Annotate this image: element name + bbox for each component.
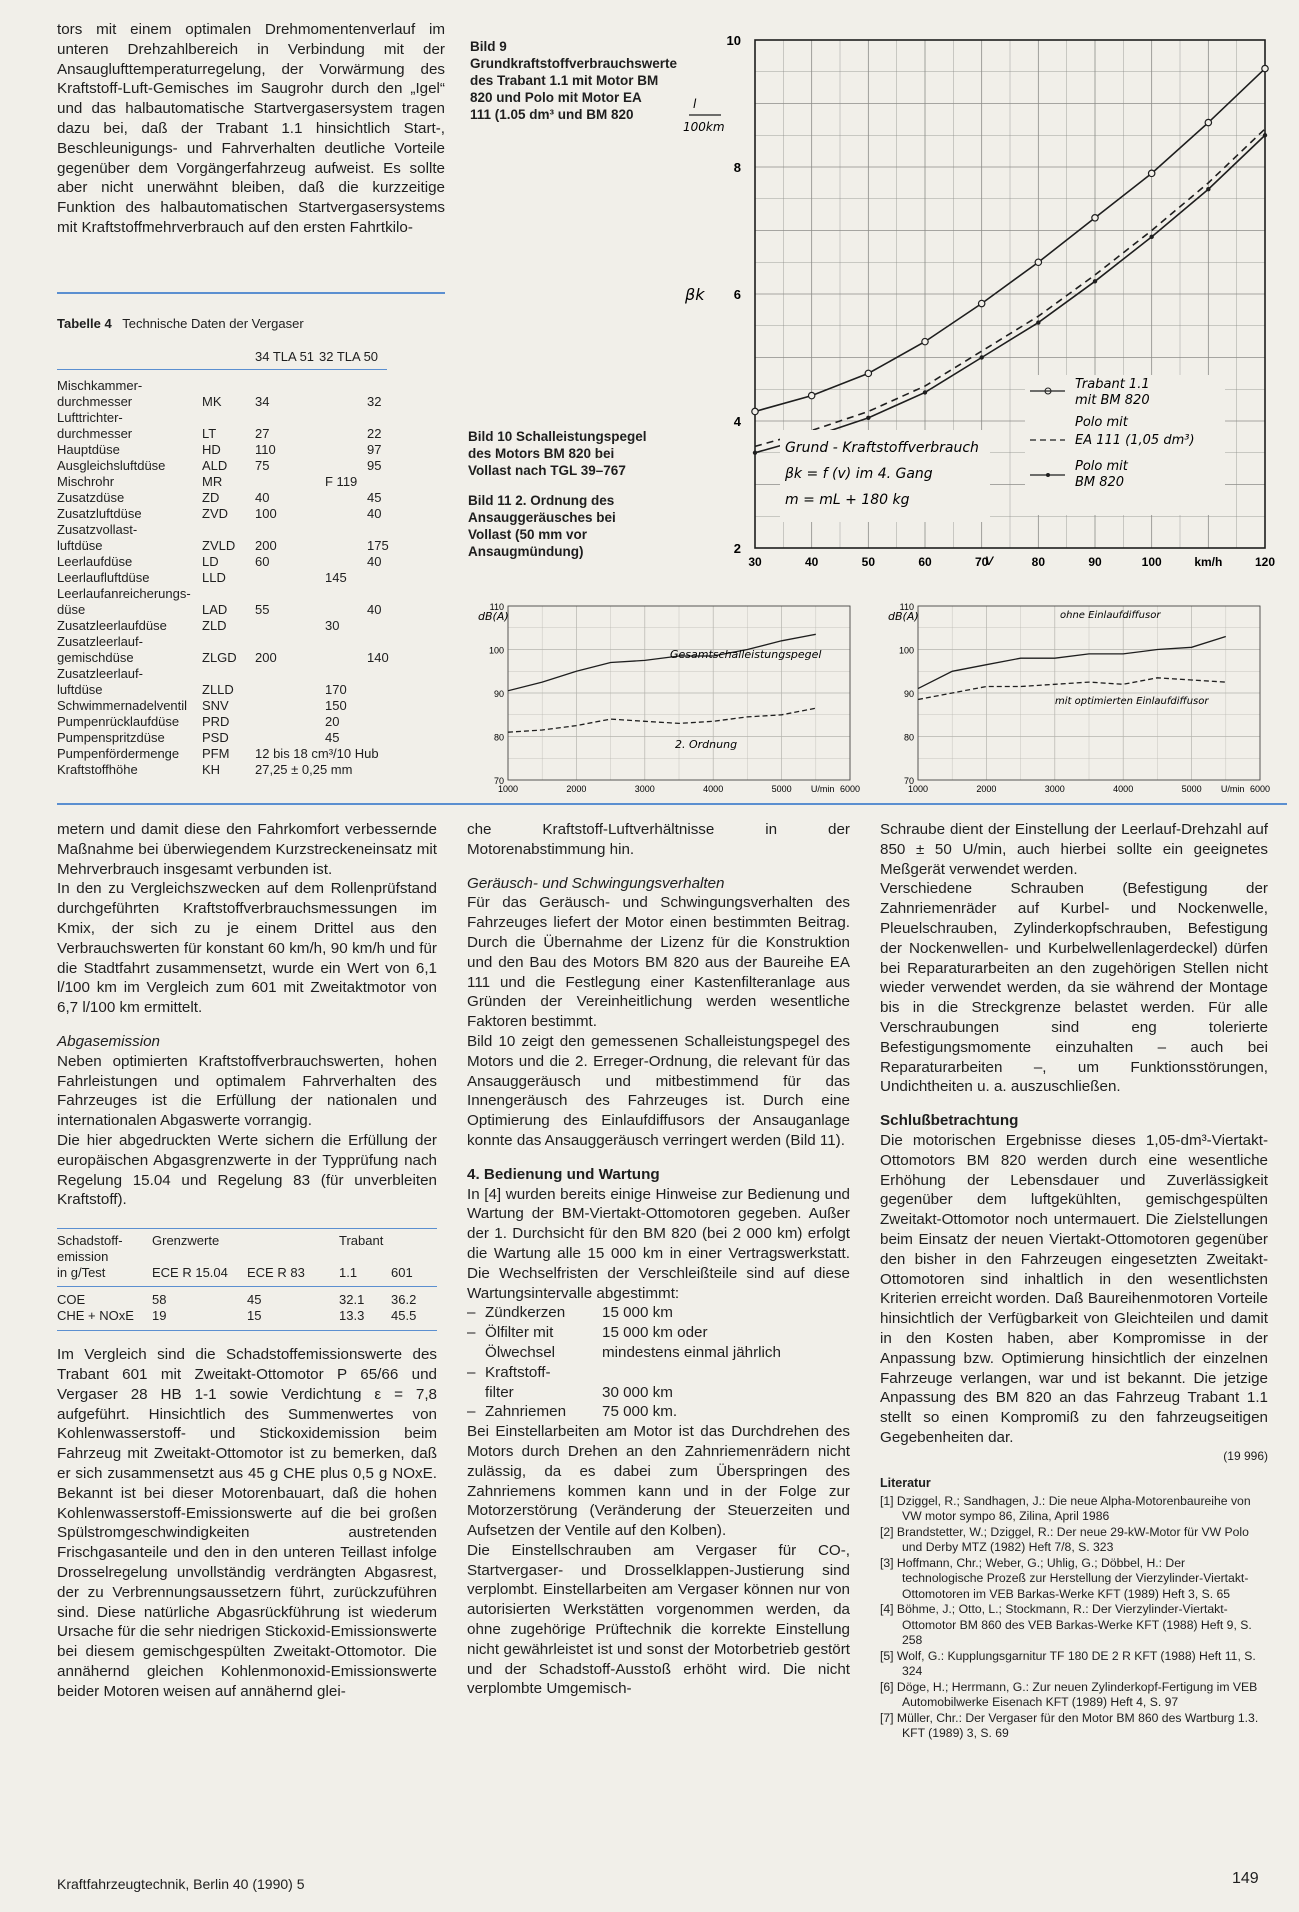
maintenance-list	[467, 1303, 850, 1422]
chart-11-ylabel: dB(A)	[888, 610, 919, 623]
data-point	[923, 390, 927, 394]
chart-11-series-label-2: mit optimierten Einlaufdiffusor	[1055, 696, 1209, 707]
reference-item: [4] Böhme, J.; Otto, L.; Stockmann, R.: Der Vierzylinder-Viertakt-Ottomotor BM 860 des VEB Barkas-Werke KFT (1988) Heft 9, S. 258	[880, 1602, 1252, 1647]
table-4-header	[57, 349, 445, 367]
footer-journal: Kraftfahrzeugtechnik, Berlin 40 (1990) 5	[57, 1876, 305, 1892]
table-row: CHE + NOxE 19 15 13.3 45.5	[57, 1308, 417, 1324]
column-3	[880, 820, 1268, 1742]
data-point	[808, 392, 814, 398]
table-row: düse LAD 55 40	[57, 602, 382, 617]
x-tick-label: 100	[1141, 555, 1162, 569]
section-heading-schluss: Schlußbetrachtung	[880, 1112, 1019, 1130]
y-tick-label: 10	[726, 33, 741, 48]
data-point	[866, 416, 870, 420]
table-row: Lufttrichter-	[57, 410, 123, 425]
data-point	[922, 338, 928, 344]
table-row: COE 58 45 32.1 36.2	[57, 1292, 417, 1308]
y-tick-label: 80	[493, 732, 504, 743]
article-number: (19 996)	[1223, 1448, 1268, 1463]
x-tick-label: 70	[974, 555, 989, 569]
data-point	[753, 451, 757, 455]
y-tick-label: 4	[733, 414, 741, 429]
x-tick-label: 5000	[1181, 784, 1202, 794]
svg-text:Polo mit: Polo mit	[1075, 459, 1128, 474]
table-row: luftdüse ZVLD 200 175	[57, 538, 389, 553]
section-heading-bedienung: 4. Bedienung und Wartung	[467, 1165, 660, 1183]
x-tick-label: km/h	[1194, 555, 1223, 569]
paragraph: Schraube dient der Einstellung der Leerlauf-Drehzahl auf 850 ± 50 U/min, auch hierbei sollte ein geeignetes Meßgerät verwendet werden.	[880, 821, 1268, 878]
table-row: Mischrohr MR F 119	[57, 474, 358, 489]
data-point	[1263, 133, 1267, 137]
reference-item: [5] Wolf, G.: Kupplungsgarnitur TF 180 DE 2 R KFT (1988) Heft 11, S. 324	[880, 1648, 1256, 1678]
column-1	[57, 820, 437, 1701]
x-tick-label: 2000	[976, 784, 997, 794]
paragraph: Im Vergleich sind die Schadstoffemissionswerte des Trabant 601 mit Zweitakt-Ottomotor P 65/66 und Vergaser 28 HB 1-1 sowie Verdichtung ε = 7,8 aufgeführt. Hinsichtlich des Summenwertes von Kohlenwasserstoff- und Stickoxidemission beim Fahrzeug mit Zweitakt-Ottomotor ist zu bemerken, daß er sich zusammensetzt aus 45 g CHE plus 0,5 g NOxE. Bekannt ist bei dieser Motorenbauart, daß die hohen Kohlenwasserstoff-Emissionswerte auf die bei großen Spülstromgeschwindigkeiten austretenden Frischgasanteile und den in den unteren Teillast infolge Drosselregelung unvollständig verdrängten Abgasrest, der zu Verbrennungsaussetzern führt, zurückzuführen sind. Diese natürliche Abgasrückführung ist wiederum Ursache für die sehr niedrigen Stickoxid-Emissionswerte bei diesem gemischgespülten Zweitakt-Ottomotor. Die annähernd gleichen Kohlenmonoxid-Emissionswerte beider Motoren weisen auf annähernd glei-	[57, 1346, 437, 1700]
reference-item: [2] Brandstetter, W.; Dziggel, R.: Der neue 29-kW-Motor für VW Polo und Derby MTZ (1982) Heft 7/8, S. 323	[880, 1524, 1249, 1554]
list-item: Ölwechsel mindestens einmal jährlich	[485, 1343, 781, 1361]
table-row: Zusatzluftdüse ZVD 100 40	[57, 506, 382, 521]
table-row: Schwimmernadelventil SNV 150	[57, 698, 347, 713]
x-tick-label: 1000	[907, 784, 929, 794]
table-row: gemischdüse ZLGD 200 140	[57, 650, 389, 665]
list-item: filter 30 000 km	[485, 1383, 673, 1401]
x-tick-label: U/min	[1220, 784, 1245, 794]
series-line	[508, 708, 816, 732]
chart-10-series-label-2: 2. Ordnung	[675, 738, 738, 751]
table-row: durchmesser LT 27 22	[57, 426, 382, 441]
chart-10-series-label-1: Gesamtschalleistungspegel	[670, 648, 822, 661]
col-b-header: 32 TLA 50	[319, 349, 379, 364]
intro-text	[57, 20, 445, 238]
x-tick-label: 50	[861, 555, 876, 569]
data-point	[1092, 215, 1098, 221]
chart-9-annotation	[780, 430, 990, 522]
paragraph: che Kraftstoff-Luftverhältnisse in der Motorenabstimmung hin.	[467, 821, 850, 858]
data-point	[752, 408, 758, 414]
paragraph: Verschiedene Schrauben (Befestigung der Zahnriemenräder auf Kurbel- und Nockenwelle, Pleuelschrauben, Zylinderkopfschrauben, Befestigung der Nockenwellen- und Kurbelwellenlagerdeckel) dürfen bei Reparaturarbeiten an den zugehörigen Stellen nicht wieder verwendet werden, da sie während der Montage bis in die Streckgrenze belastet werden. Für alle Verschraubungen sind eng tolerierte Befestigungsmomente einzuhalten – auch bei Reparaturarbeiten –, um Funktionsstörungen, Undichtheiten u. a. auszuschließen.	[880, 880, 1268, 1096]
x-tick-label: 2000	[566, 784, 587, 794]
x-tick-label: 30	[748, 555, 762, 569]
svg-text:mit BM 820: mit BM 820	[1075, 393, 1150, 408]
data-point	[1206, 187, 1210, 191]
data-point	[1035, 259, 1041, 265]
svg-text:BM 820: BM 820	[1075, 475, 1125, 490]
x-tick-label: 5000	[771, 784, 792, 794]
table-row: Leerlaufanreicherungs-	[57, 586, 191, 601]
table-row: durchmesser MK 34 32	[57, 394, 382, 409]
table-row: Zusatzleerlauf-	[57, 634, 143, 649]
data-point	[979, 355, 983, 359]
y-tick-label: 90	[903, 689, 914, 699]
list-item: – Zündkerzen 15 000 km	[467, 1304, 673, 1322]
svg-text:Trabant 1.1: Trabant 1.1	[1075, 377, 1150, 392]
chart-9-unit-top: l	[693, 97, 697, 111]
y-tick-label: 80	[903, 732, 914, 743]
column-2	[467, 820, 850, 1699]
x-tick-label: 90	[1088, 555, 1102, 569]
section-heading-abgasemission: Abgasemission	[57, 1032, 160, 1050]
data-point	[1093, 279, 1097, 283]
x-tick-label: 40	[804, 555, 819, 569]
literatur-heading: Literatur	[880, 1475, 931, 1490]
x-tick-label: 6000	[839, 784, 861, 794]
table-4-body	[57, 378, 397, 778]
divider	[57, 803, 1287, 805]
table-row: Mischkammer-	[57, 378, 143, 393]
y-tick-label: 70	[493, 776, 504, 786]
chart-11-series-label-1: ohne Einlaufdiffusor	[1060, 610, 1161, 621]
data-point	[1036, 320, 1040, 324]
reference-item: [7] Müller, Chr.: Der Vergaser für den Motor BM 860 des Wartburg 1.3. KFT (1989) 3, S. 69	[880, 1710, 1259, 1740]
data-point	[978, 300, 984, 306]
chart-bild-11	[880, 598, 1280, 798]
literatur-list	[880, 1494, 1268, 1742]
page-number: 149	[1232, 1870, 1259, 1887]
paragraph: Die motorischen Ergebnisse dieses 1,05-dm³-Viertakt-Ottomotors BM 820 werden durch eine wesentliche Erhöhung der Lebensdauer und Zuverlässigkeit gegenüber dem luftgekühlten, gemischgespülten Zweitakt-Ottomotor noch untermauert. Die Zielstellungen beim Einsatz der neuen Viertakt-Ottomotoren gegenüber den bisher in den Fahrzeugen eingesetzten Zweitakt-Ottomotoren sind inhaltlich in den wesentlichsten Kriterien erreicht worden. Daß Baureihenmotoren Vorteile hinsichtlich der Verfügbarkeit von Gleichteilen und damit in den Kosten haben, aber Kompromisse in der Anpassung bzw. Optimierung hinsichtlich der einzelnen Fahrzeuge verlangen, war und ist bekannt. Die jetzige Anpassung des BM 820 an das Fahrzeug Trabant 1.1 stellt so einen Kompromiß zu den fahrzeugseitigen Gegebenheiten dar.	[880, 1131, 1268, 1446]
data-point	[1262, 65, 1268, 71]
divider	[57, 292, 445, 294]
paragraph: Die hier abgedruckten Werte sichern die Erfüllung der europäischen Abgasgrenzwerte in der Typprüfung nach Regelung 15.04 und Regelung 83 (für unverbleiten Kraftstoff).	[57, 1131, 437, 1209]
x-tick-label: 80	[1031, 555, 1046, 569]
table-row: Zusatzdüse ZD 40 45	[57, 490, 382, 505]
table-row: Zusatzleerlauf-	[57, 666, 143, 681]
chart-bild-9	[665, 30, 1285, 590]
paragraph: Bei Einstellarbeiten am Motor ist das Durchdrehen des Motors durch Drehen an den Zahnriemenrädern nicht zulässig, da es dabei zum Überspringen des Zahnriemens kommen kann und in der Folge zur Motorzerstörung (Veränderung der Steuerzeiten und Aufsetzen der Ventile auf den Kolben).	[467, 1423, 850, 1540]
table-row: Pumpenrücklaufdüse PRD 20	[57, 714, 340, 729]
paragraph: Bild 10 zeigt den gemessenen Schalleistungspegel des Motors und die 2. Erreger-Ordnung, die relevant für das Ansauggeräusch und mitbestimmend für das Innengeräusch des Fahrzeuges ist. Durch eine Optimierung des Einlaufdiffusors der Ansauganlage konnte das Ansauggeräusch verringert werden (Bild 11).	[467, 1032, 850, 1149]
x-tick-label: 6000	[1249, 784, 1271, 794]
y-tick-label: 70	[903, 776, 914, 786]
paragraph: Für das Geräusch- und Schwingungsverhalten des Fahrzeuges liefert der Motor einen bestimmten Beitrag. Durch die Übernahme der Lizenz für die Konstruktion und den Bau des Motors BM 820 aus der Baureihe EA 111 und die Festlegung einer Kastenfilteranlage aus Gründen der Vereinheitlichung werden wesentliche Faktoren bestimmt.	[467, 894, 850, 1031]
table-row: Ausgleichsluftdüse ALD 75 95	[57, 458, 382, 473]
table-row: Zusatzvollast-	[57, 522, 138, 537]
caption-bild-11: Bild 11 2. Ordnung des Ansauggeräusches bei Vollast (50 mm vor Ansaugmündung)	[468, 493, 616, 559]
chart-9-legend	[1025, 375, 1225, 515]
y-tick-label: 8	[733, 160, 741, 175]
series-line	[918, 637, 1226, 689]
data-point	[1205, 119, 1211, 125]
reference-item: [3] Hoffmann, Chr.; Weber, G.; Uhlig, G.; Döbbel, H.: Der technologische Prozeß zur Herstellung der Vierzylinder-Viertakt-Ottomotoren im VEB Barkas-Werke KFT (1989) Heft 3, S. 65	[880, 1555, 1249, 1601]
list-item: – Ölfilter mit 15 000 km oder	[467, 1324, 708, 1342]
x-tick-label: 120	[1254, 555, 1276, 569]
table-row: Leerlaufluftdüse LLD 145	[57, 570, 347, 585]
svg-text:EA 111 (1,05 dm³): EA 111 (1,05 dm³)	[1075, 433, 1195, 448]
table-4-title: Tabelle 4 Technische Daten der Vergaser	[57, 316, 304, 331]
table-row: Pumpenfördermenge PFM 12 bis 18 cm³/10 Hub	[57, 746, 379, 761]
y-tick-label: 110	[899, 602, 914, 612]
data-point	[1149, 235, 1153, 239]
table-row: Kraftstoffhöhe KH 27,25 ± 0,25 mm	[57, 762, 353, 777]
svg-text:βk = f (v) im 4. Gang: βk = f (v) im 4. Gang	[785, 466, 933, 482]
x-tick-label: 4000	[1113, 784, 1134, 794]
chart-bild-10	[470, 598, 870, 798]
paragraph: Die Einstellschrauben am Vergaser für CO-, Startvergaser- und Drosselklappen-Justierung sind verplombt. Einstellarbeiten am Vergaser können nur von autorisierten Werkstätten vorgenommen werden, da ohne zugehörige Prüftechnik die korrekte Einstellung nicht gewährleistet ist und sonst der Motorbetrieb gestört und der Schadstoff-Ausstoß erhöht wird. Die nicht verplombte Umgemisch-	[467, 1541, 850, 1698]
y-tick-label: 90	[493, 689, 504, 699]
x-tick-label: 3000	[634, 784, 655, 794]
reference-item: [1] Dziggel, R.; Sandhagen, J.: Die neue Alpha-Motorenbaureihe von VW motor sympo 86, Zilina, April 1986	[880, 1493, 1251, 1523]
caption-bild-9: Bild 9 Grundkraftstoffverbrauchswerte des Trabant 1.1 mit Motor BM 820 und Polo mit Motor EA 111 (1.05 dm³ und BM 820	[470, 39, 678, 122]
emission-table: Schadstoff- Grenzwerte Trabant emission in g/Test ECE R 15.04 ECE R 83 1.1 601 COE 58 45 32.1 36.2 CHE + NOxE 19 15 13.3 45.5	[57, 1233, 437, 1324]
paragraph: In den zu Vergleichszwecken auf dem Rollenprüfstand durchgeführten Kraftstoffverbrauchsmessungen im Kmix, der sich zu je einem Drittel aus den Verbrauchswerten für konstant 60 km/h, 90 km/h und für die Stadtfahrt zusammensetzt, wurde ein Wert von 6,1 l/100 km im Vergleich zum 601 mit Zweitaktmotor von 6,7 l/100 km ermittelt.	[57, 880, 437, 1017]
svg-text:Polo mit: Polo mit	[1075, 415, 1128, 430]
intro-paragraph: tors mit einem optimalen Drehmomentenverlauf im unteren Drehzahlbereich in Verbindung mit der Ansauglufttemperaturregelung, der Vorwärmung des Kraftstoff-Luft-Gemisches im Saugrohr durch den „Igel“ und das halbautomatische Startvergasersystem tragen dazu bei, daß der Trabant 1.1 hinsichtlich Start-, Beschleunigungs- und Fahrverhalten deutliche Vorteile gegenüber dem Vorgängerfahrzeug aufweist. Es sollte aber nicht unerwähnt bleiben, daß die kurzzeitige Funktion des halbautomatischen Startvergasersystems mit Kraftstoffmehrverbrauch auf den ersten Fahrtkilo-	[57, 21, 445, 236]
list-item: – Kraftstoff-	[467, 1363, 551, 1381]
table-4	[57, 316, 445, 778]
chart-9-xlabel: v	[985, 551, 994, 569]
y-tick-label: 100	[898, 645, 914, 656]
caption-bild-10: Bild 10 Schalleistungspegel des Motors BM 820 bei Vollast nach TGL 39–767	[468, 429, 647, 478]
x-tick-label: 3000	[1044, 784, 1065, 794]
section-heading-geraeusch: Geräusch- und Schwingungsverhalten	[467, 874, 725, 892]
svg-text:Grund - Kraftstoffverbrauch: Grund - Kraftstoffverbrauch	[785, 440, 979, 456]
y-tick-label: 110	[489, 602, 504, 612]
list-item: – Zahnriemen 75 000 km.	[467, 1403, 678, 1421]
y-tick-label: 2	[733, 541, 741, 556]
data-point	[865, 370, 871, 376]
y-tick-label: 100	[488, 645, 504, 656]
paragraph: In [4] wurden bereits einige Hinweise zur Bedienung und Wartung der BM-Viertakt-Ottomotoren gegeben. Außer der 1. Durchsicht für den BM 820 (bei 2 000 km) erfolgt die Wartung alle 15 000 km in einer Vertragswerkstatt. Die Wechselfristen der Verschleißteile sind auf diese Wartungsintervalle abgestimmt:	[467, 1185, 850, 1302]
y-tick-label: 6	[733, 287, 741, 302]
table-row: Leerlaufdüse LD 60 40	[57, 554, 382, 569]
svg-text:m = mL + 180 kg: m = mL + 180 kg	[785, 492, 910, 508]
table-row: Pumpenspritzdüse PSD 45	[57, 730, 340, 745]
chart-9-ylabel: βk	[685, 285, 705, 304]
col-a-header: 34 TLA 51	[255, 349, 315, 364]
x-tick-label: 60	[918, 555, 932, 569]
table-row: Hauptdüse HD 110 97	[57, 442, 382, 457]
table-row: luftdüse ZLLD 170	[57, 682, 347, 697]
x-tick-label: 4000	[703, 784, 724, 794]
data-point	[1148, 170, 1154, 176]
chart-10-ylabel: dB(A)	[478, 610, 509, 623]
table-row: Zusatzleerlaufdüse ZLD 30	[57, 618, 340, 633]
x-tick-label: U/min	[810, 784, 835, 794]
chart-9-unit: 100km	[683, 120, 725, 134]
x-tick-label: 1000	[497, 784, 519, 794]
paragraph: Neben optimierten Kraftstoffverbrauchswerten, hohen Fahrleistungen und optimalem Fahrverhalten des Fahrzeuges ist die Erfüllung der nationalen und internationalen Abgaswerte vorrangig.	[57, 1052, 437, 1130]
reference-item: [6] Döge, H.; Herrmann, G.: Zur neuen Zylinderkopf-Fertigung im VEB Automobilwerke Eisenach KFT (1989) Heft 4, S. 97	[880, 1679, 1258, 1709]
paragraph: metern und damit diese den Fahrkomfort verbessernde Maßnahme bei überwiegendem Kurzstreckeneinsatz mit Mehrverbrauch insgesamt verbunden ist.	[57, 821, 437, 878]
series-line	[508, 634, 816, 691]
